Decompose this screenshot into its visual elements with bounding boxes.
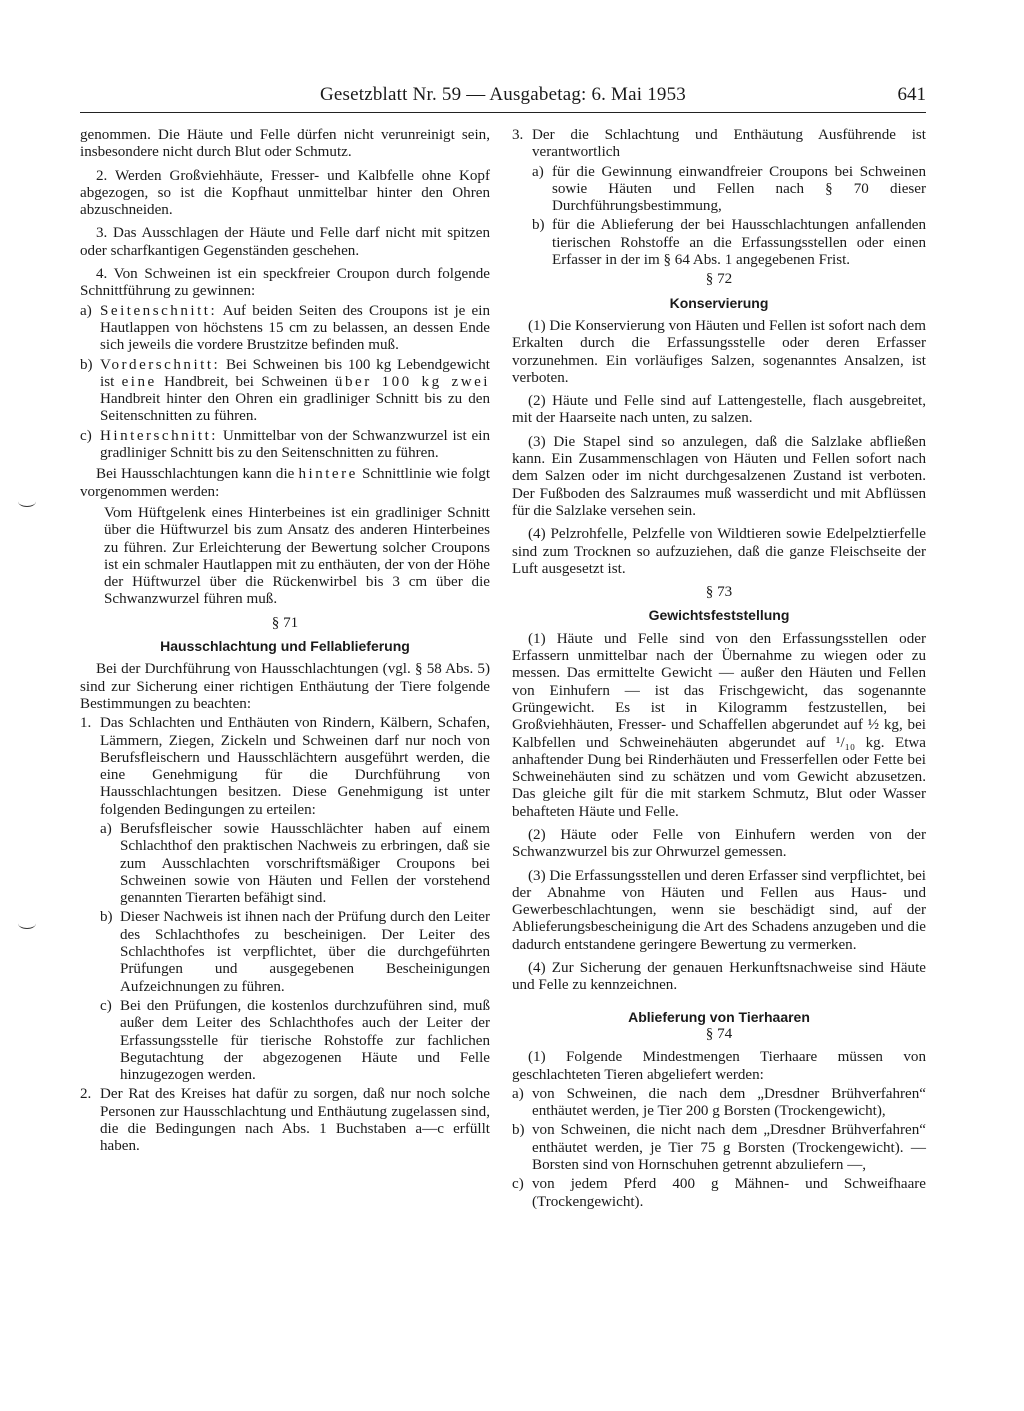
item-text: von Schweinen, die nach dem „Dresdner Brühverfahren“ enthäutet werden, je Tier 200 g Borsten (Trockengewicht), bbox=[532, 1085, 926, 1120]
paragraph: 3. Das Ausschlagen der Häute und Felle darf nicht mit spitzen oder scharfkantigen Gegenständen geschehen. bbox=[80, 225, 490, 259]
item-text: Bei den Prüfungen, die kostenlos durchzuführen sind, muß außer dem Leiter des Schlachthofes auch der Leiter der Erfassungsstelle für tierische Rohstoffe zur fachlichen Begutachtung der abgezogenen Häute und Felle hinzugezogen werden. bbox=[120, 997, 490, 1084]
paragraph: 4. Von Schweinen ist ein speckfreier Croupon durch folgende Schnittführung zu gewinnen: bbox=[80, 266, 490, 300]
item-text: Berufsfleischer sowie Hausschlächter haben auf einem Schlachthof den praktischen Nachweis zu erbringen, daß sie zum Ausschlachten vorschriftsmäßiger Croupons bei Schweinen sowie von Häuten und Fellen der vorstehend genannten Tierarten befähigt sind. bbox=[120, 820, 490, 907]
list-item bbox=[100, 821, 490, 907]
item-label: b) bbox=[532, 217, 545, 234]
item-term: Hinterschnitt: bbox=[100, 427, 219, 444]
item-label: 3. bbox=[512, 127, 524, 143]
section-title: Gewichtsfeststellung bbox=[648, 607, 790, 624]
item-text: von Schweinen, die nicht nach dem „Dresdner Brühverfahren“ enthäutet werden, je Tier 75 g Borsten (Trockengewicht). — Borsten sind von Hornschuhen getrennt abzuliefern —, bbox=[532, 1122, 926, 1174]
item-text: Der die Schlachtung und Enthäutung Ausführende ist verantwortlich bbox=[532, 127, 926, 161]
item-text: von jedem Pferd 400 g Mähnen- und Schweifhaare (Trockengewicht). bbox=[532, 1176, 926, 1210]
paragraph: (2) Häute und Felle sind auf Lattengestelle, flach ausgebreitet, mit der Haarseite nach unten, zu salzen. bbox=[512, 393, 926, 427]
item-text: Auf beiden Seiten des Croupons ist je ein Hautlappen von höchstens 15 cm zu belassen, an dessen Ende sich jeweils die vordere Brustzitze befinden muß. bbox=[100, 302, 490, 354]
item-text: Handbreit, bei Schweinen bbox=[164, 373, 328, 390]
paragraph: (1) Häute und Felle sind von den Erfassungsstellen oder Erfassern unmittelbar nach der Übernahme zu wiegen oder zu messen. Das ermittelte Gewicht — außer den Häuten und Fellen von Einhufern — ist das Frischgewicht, das sogenannte Grüngewicht. Es ist in Kilogramm festzustellen, bei Großviehhäuten, Fresser- und Schaffellen abgerundet auf ½ kg, bei Kalbfellen und Schweinehäuten abgerundet auf ¹/₁₀ kg. Etwa anhaftender Dung bei Rinderhäuten und Fresserfellen oder Fette bei Schweinehäuten sind zu schätzen und vom Gewicht abzusetzen. Das gleiche gilt für die mit starkem Schmutz, Blut oder Wasser behafteten Häute und Felle. bbox=[512, 630, 926, 820]
list-item bbox=[532, 164, 926, 216]
margin-mark bbox=[18, 918, 36, 929]
item-term: Seitenschnitt: bbox=[100, 302, 218, 319]
section-heading: Ablieferung von Tierhaaren bbox=[628, 1008, 810, 1025]
list-item bbox=[80, 428, 490, 463]
item-text: Bei Schweinen bis 100 kg Lebendgewicht ist bbox=[100, 356, 490, 390]
paragraph: (1) Die Konservierung von Häuten und Fellen ist sofort nach dem Erkalten durch die Erfassungsstelle oder deren Erfasser vorzunehmen. Ein vorläufiges Salzen, sogenanntes Ansalzen, ist verboten. bbox=[512, 317, 926, 386]
paragraph: (1) Folgende Mindestmengen Tierhaare müssen von geschlachteten Tieren abgeliefert werden: bbox=[512, 1049, 926, 1083]
item-label: a) bbox=[80, 302, 92, 319]
paragraph: (3) Die Erfassungsstellen und deren Erfasser sind verpflichtet, bei der Abnahme von Häuten und Fellen aus Haus- und Gewerbeschlachtungen, wenn sie beschädigt sind, auf der Ablieferungsbescheinigung die Art des Schadens anzugeben und die dadurch entstandene geringere Bewertung zu vermerken. bbox=[512, 867, 926, 953]
item-text: Das Schlachten und Enthäuten von Rindern, Kälbern, Schafen, Lämmern, Ziegen, Zickeln und Schweinen darf nur noch von Berufsfleischern und Hausschlächtern ausgeführt werden, die eine Genehmigung für die Durchführung von Hausschlachtungen besitzen. Diese Genehmigung ist unter folgenden Bedingungen zu erteilen: bbox=[100, 715, 490, 818]
header-title: Gesetzblatt Nr. 59 — Ausgabetag: 6. Mai 1953 bbox=[319, 84, 687, 105]
list-item bbox=[532, 217, 926, 269]
paragraph: (4) Pelzrohfelle, Pelzfelle von Wildtieren sowie Edelpelztierfelle sind zum Trocknen so aufzuziehen, daß die ganze Fleischseite der Luft ausgesetzt ist. bbox=[512, 526, 926, 577]
item-text: Unmittelbar von der Schwanzwurzel ist ein gradliniger Schnitt bis zu den Seitenschnitten zu führen. bbox=[100, 427, 490, 462]
paragraph-text: Schnittlinie wie folgt vorgenommen werden: bbox=[80, 466, 491, 500]
list-item bbox=[512, 127, 926, 162]
item-label: c) bbox=[100, 997, 112, 1014]
emphasis: über 100 kg zwei bbox=[334, 373, 490, 390]
item-label: b) bbox=[100, 909, 113, 926]
paragraph-text: Bei Hausschlachtungen kann die bbox=[96, 466, 295, 483]
item-text: für die Ablieferung der bei Hausschlachtungen anfallenden tierischen Rohstoffe an die Erfassungsstellen oder einen Erfasser in der im § 64 Abs. 1 angegebenen Frist. bbox=[552, 217, 926, 269]
list-item bbox=[512, 1176, 926, 1211]
section-number: § 72 bbox=[705, 271, 733, 288]
emphasis: eine bbox=[121, 373, 157, 390]
paragraph: (4) Zur Sicherung der genauen Herkunftsnachweise sind Häute und Felle zu kennzeichnen. bbox=[512, 960, 926, 994]
paragraph: 2. Werden Großviehhäute, Fresser- und Kalbfelle ohne Kopf abgezogen, so ist die Kopfhaut unmittelbar hinter den Ohren abzuschneiden. bbox=[80, 167, 490, 219]
page-number: 641 bbox=[897, 84, 926, 105]
list-item bbox=[512, 1122, 926, 1174]
paragraph: genommen. Die Häute und Felle dürfen nicht verunreinigt sein, insbesondere nicht durch Blut oder Schmutz. bbox=[80, 127, 490, 161]
item-text: Der Rat des Kreises hat dafür zu sorgen, daß nur noch solche Personen zur Hausschlachtung und Enthäutung zugelassen sind, die die Bedingungen nach Abs. 1 Buchstaben a—c erfüllt haben. bbox=[100, 1086, 490, 1155]
page-header bbox=[80, 84, 926, 113]
list-item bbox=[80, 1086, 490, 1155]
list-item bbox=[80, 303, 490, 355]
item-label: a) bbox=[532, 163, 544, 180]
list-item bbox=[100, 998, 490, 1084]
item-label: 2. bbox=[80, 1086, 92, 1103]
section-number: § 71 bbox=[271, 614, 299, 631]
paragraph: (2) Häute oder Felle von Einhufern werden von der Schwanzwurzel bis zur Ohrwurzel gemessen. bbox=[512, 826, 926, 861]
item-label: c) bbox=[512, 1176, 524, 1193]
right-column bbox=[512, 127, 926, 1213]
item-text: Dieser Nachweis ist ihnen nach der Prüfung durch den Leiter des Schlachthofes zu bescheinigen. Der Leiter des Schlachthofes ist verpflichtet, über die durchgeführten Prüfungen und ausgegebenen Bescheinigungen Aufzeichnungen zu führen. bbox=[120, 909, 490, 995]
item-label: b) bbox=[512, 1122, 525, 1139]
item-label: a) bbox=[512, 1085, 524, 1102]
quote-paragraph: Vom Hüftgelenk eines Hinterbeines ist ein gradliniger Schnitt über die Hüftwurzel bis zum Ansatz des anderen Hinterbeines zu führen. Zur Erleichterung der Bewertung solcher Croupons ist ein schmaler Hautlappen mit zu enthäuten, der von der Höhe der Hüftwurzel über die Rückenwirbel bis 3 cm über die Schwanzwurzel führen muß. bbox=[104, 504, 490, 608]
item-term: Vorderschnitt: bbox=[100, 356, 221, 373]
list-item bbox=[512, 1086, 926, 1121]
margin-mark bbox=[18, 496, 36, 507]
list-item bbox=[100, 909, 490, 995]
section-number: § 73 bbox=[705, 584, 733, 601]
emphasis: hintere bbox=[298, 466, 358, 483]
list-item bbox=[80, 715, 490, 819]
item-label: c) bbox=[80, 427, 92, 444]
item-label: 1. bbox=[80, 715, 92, 732]
paragraph: (3) Die Stapel sind so anzulegen, daß die Salzlake abfließen kann. Ein Zusammenschlagen von Häuten und Fellen sofort nach dem Salzen oder im nicht durchgesalzenen Zustand ist verboten. Der Fußboden des Salzraumes muß wasserdicht und mit Abflüssen für die Salzlake versehen sein. bbox=[512, 433, 926, 519]
item-label: a) bbox=[100, 820, 112, 837]
section-title: Hausschlachtung und Fellablieferung bbox=[160, 638, 410, 655]
section-title: Konservierung bbox=[669, 294, 769, 311]
item-text: Handbreit hinter den Ohren ein gradliniger Schnitt bis zu den Seitenschnitten zu führen. bbox=[100, 391, 490, 425]
item-label: b) bbox=[80, 356, 93, 373]
left-column bbox=[80, 127, 490, 1158]
list-item bbox=[80, 357, 490, 426]
section-number: § 74 bbox=[705, 1025, 733, 1042]
paragraph: Bei der Durchführung von Hausschlachtungen (vgl. § 58 Abs. 5) sind zur Sicherung einer richtigen Enthäutung der Tiere folgende Bestimmungen zu beachten: bbox=[80, 661, 490, 712]
item-text: für die Gewinnung einwandfreier Croupons bei Schweinen sowie Häuten und Fellen nach § 70 dieser Durchführungsbestimmung, bbox=[552, 163, 926, 215]
paragraph bbox=[80, 466, 490, 501]
